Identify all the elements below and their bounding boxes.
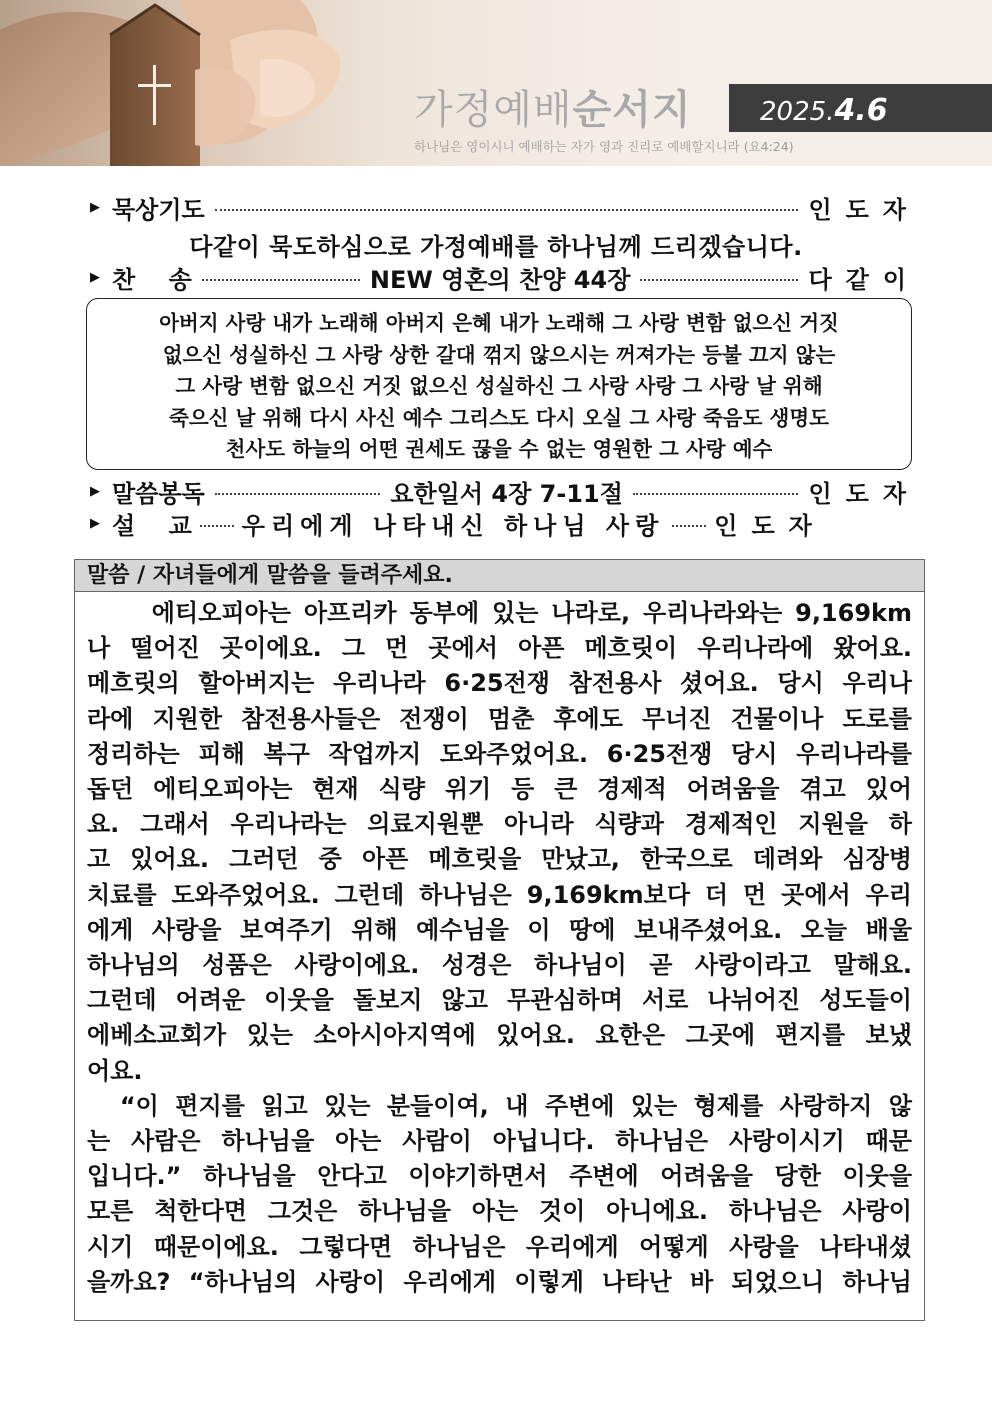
sermon-line: 요. 그래서 우리나라는 의료지원뿐 아니라 식량과 경제적인 지원을 하 bbox=[87, 810, 912, 839]
sermon-line: 라에 지원한 참전용사들은 전쟁이 멈춘 후에도 무너진 건물이나 도로를 bbox=[87, 704, 912, 733]
sermon-title: 우리에게 나타내신 하나님 사랑 bbox=[241, 511, 665, 540]
order-row-prayer bbox=[90, 190, 920, 224]
row-leader: 인도자 bbox=[808, 479, 921, 508]
row-label: 설 교 bbox=[112, 511, 192, 540]
sermon-body bbox=[87, 596, 912, 1300]
sermon-line: 에티오피아는 아프리카 동부에 있는 나라로, 우리나라와는 9,169km bbox=[87, 599, 912, 627]
sermon-line: 시기 때문이에요. 그렇다면 하나님은 우리에게 어떻게 사랑을 나타내셨 bbox=[87, 1232, 912, 1261]
worship-date bbox=[760, 93, 888, 128]
prayer-text: 다같이 묵도하심으로 가정예배를 하나님께 드리겠습니다. bbox=[189, 233, 803, 261]
dotted-leader bbox=[200, 525, 234, 527]
scripture-reference: 요한일서 4장 7-11절 bbox=[390, 479, 623, 508]
lyrics-line: 그 사랑 변함 없으신 거짓 없으신 성실하신 그 사랑 사랑 그 사랑 날 위해 bbox=[175, 374, 823, 398]
row-leader: 인도자 bbox=[714, 511, 826, 540]
header-banner bbox=[0, 0, 992, 166]
sermon-line: 에베소교회가 있는 소아시아지역에 있어요. 요한은 그곳에 편지를 보냈 bbox=[87, 1021, 912, 1050]
dotted-leader bbox=[640, 279, 798, 281]
dotted-leader bbox=[672, 525, 706, 527]
sermon-line: 치료를 도와주었어요. 그런데 하나님은 9,169km보다 더 먼 곳에서 우리 bbox=[87, 880, 912, 909]
title-bold: 순서지 bbox=[572, 87, 692, 133]
lyrics-line: 아버지 사랑 내가 노래해 아버지 은혜 내가 노래해 그 사랑 변함 없으신 거짓 bbox=[159, 311, 839, 335]
date-year: 2025. bbox=[760, 97, 835, 127]
lyrics-line: 죽으신 날 위해 다시 사신 예수 그리스도 다시 오실 그 사랑 죽음도 생명도 bbox=[169, 405, 829, 430]
order-row-hymn bbox=[90, 260, 921, 294]
sermon-line: 에게 사랑을 보여주기 위해 예수님을 이 땅에 보내주셨어요. 오늘 배울 bbox=[87, 915, 912, 944]
hymn-title: NEW 영혼의 찬양 44장 bbox=[369, 265, 631, 294]
sermon-line: 나 떨어진 곳이에요. 그 먼 곳에서 아픈 메흐릿이 우리나라에 왔어요. bbox=[87, 634, 912, 663]
order-row-sermon bbox=[90, 506, 906, 540]
dotted-leader bbox=[633, 493, 799, 495]
sermon-line: 그런데 어려운 이웃을 돌보지 않고 무관심하며 서로 나뉘어진 성도들이 bbox=[87, 986, 912, 1015]
lyrics-line: 천사도 하늘의 어떤 권세도 끊을 수 없는 영원한 그 사랑 예수 bbox=[225, 437, 773, 461]
sermon-line: “이 편지를 읽고 있는 분들이여, 내 주변에 있는 형제를 사랑하지 않 bbox=[87, 1091, 912, 1120]
row-leader: 다같이 bbox=[808, 265, 921, 294]
sermon-box bbox=[74, 559, 925, 1321]
sermon-heading: 말씀 / 자녀들에게 말씀을 들려주세요. bbox=[75, 560, 924, 592]
sermon-line: 돕던 에티오피아는 현재 식량 위기 등 큰 경제적 어려움을 겪고 있어 bbox=[87, 775, 912, 804]
triangle-bullet-icon: ▶ bbox=[90, 515, 100, 531]
row-leader: 인도자 bbox=[808, 195, 920, 224]
dotted-leader bbox=[215, 209, 799, 211]
row-label: 찬 송 bbox=[112, 265, 192, 294]
order-row-reading bbox=[90, 474, 921, 508]
hands-with-house-illustration bbox=[0, 0, 420, 166]
sermon-line: 정리하는 피해 복구 작업까지 도와주었어요. 6·25전쟁 당시 우리나라를 bbox=[87, 739, 912, 768]
sermon-line: 고 있어요. 그러던 중 아픈 메흐릿을 만났고, 한국으로 데려와 심장병 bbox=[87, 845, 912, 874]
sermon-line: 을까요? “하나님의 사랑이 우리에게 이렇게 나타난 바 되었으니 하나님 bbox=[87, 1267, 912, 1296]
hymn-lyrics-box bbox=[86, 298, 912, 470]
triangle-bullet-icon: ▶ bbox=[90, 269, 100, 285]
subtitle-verse: 하나님은 영이시니 예배하는 자가 영과 진리로 예배할지니라 (요4:24) bbox=[414, 139, 794, 154]
title-light: 가정예배 bbox=[414, 87, 573, 133]
triangle-bullet-icon: ▶ bbox=[90, 199, 100, 215]
sermon-line: 어요. bbox=[87, 1056, 143, 1085]
sermon-line: 입니다.” 하나님을 안다고 이야기하면서 주변에 어려움을 당한 이웃을 bbox=[87, 1162, 912, 1191]
triangle-bullet-icon: ▶ bbox=[90, 483, 100, 499]
lyrics-line: 없으신 성실하신 그 사랑 상한 갈대 꺾지 않으시는 꺼져가는 등불 끄지 않는 bbox=[162, 342, 836, 367]
sermon-line: 메흐릿의 할아버지는 우리나라 6·25전쟁 참전용사 셨어요. 당시 우리나 bbox=[87, 669, 912, 698]
sermon-line: 하나님의 성품은 사랑이에요. 성경은 하나님이 곧 사랑이라고 말해요. bbox=[87, 951, 912, 980]
date-month-day: 4.6 bbox=[834, 93, 888, 128]
row-label: 묵상기도 bbox=[112, 195, 205, 224]
sermon-line: 모른 척한다면 그것은 하나님을 아는 것이 아니에요. 하나님은 사랑이 bbox=[87, 1197, 912, 1226]
page-title bbox=[414, 78, 691, 135]
sermon-line: 는 사람은 하나님을 아는 사람이 아닙니다. 하나님은 사랑이시기 때문 bbox=[87, 1127, 912, 1156]
row-label: 말씀봉독 bbox=[112, 479, 205, 508]
dotted-leader bbox=[215, 493, 381, 495]
dotted-leader bbox=[202, 279, 360, 281]
